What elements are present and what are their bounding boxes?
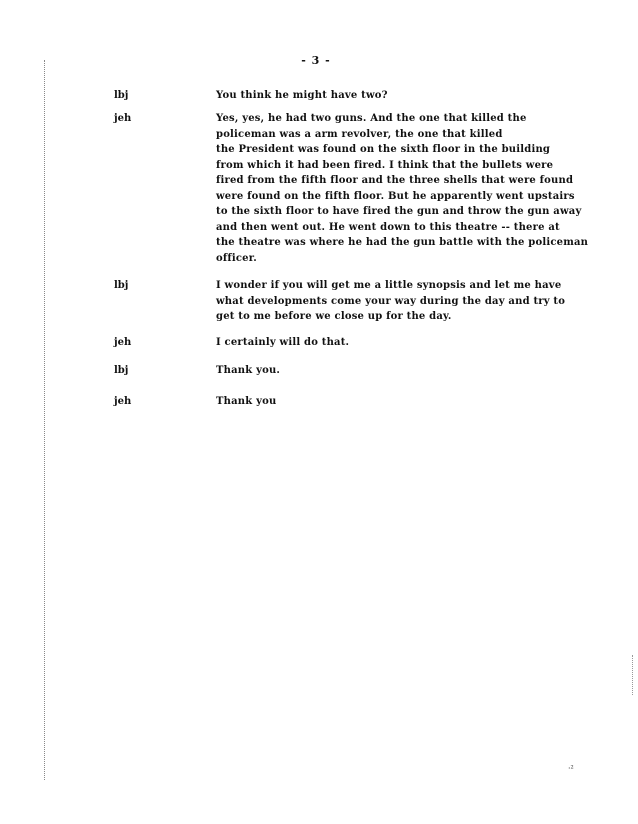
dialogue-line: fired from the fifth floor and the three shells that were found [216,175,574,186]
speaker-label: lbj [114,90,129,101]
dialogue-line: were found on the fifth floor. But he apparently went upstairs [216,190,575,202]
right-margin-dots [632,655,633,695]
dialogue-line: what developments come your way during the day and try to [216,295,566,307]
speaker-label: jeh [114,337,132,348]
dialogue-line: Yes, yes, he had two guns. And the one that killed the [216,113,527,124]
dialogue-line: policeman was a arm revolver, the one that killed [216,128,503,140]
left-margin-dots [44,60,45,780]
dialogue-line: the theatre was where he had the gun battle with the policeman [216,237,589,248]
dialogue-line: Thank you [216,396,277,407]
dialogue-line: I certainly will do that. [216,337,350,348]
speaker-label: lbj [114,365,129,376]
dialogue-line: You think he might have two? [216,90,388,101]
dialogue-line: get to me before we close up for the day. [216,311,452,322]
speaker-label: jeh [114,396,132,407]
footer-mark: ·² [568,764,574,773]
dialogue-line: to the sixth floor to have fired the gun and throw the gun away [216,206,582,217]
speaker-label: lbj [114,280,129,291]
dialogue-line: Thank you. [216,365,281,376]
dialogue-line: and then went out. He went down to this theatre -- there at [216,221,560,233]
dialogue-line: officer. [216,252,257,264]
dialogue-line: the President was found on the sixth floor in the building [216,144,551,155]
dialogue-line: I wonder if you will get me a little synopsis and let me have [216,280,562,291]
page-number: - 3 - [301,54,331,67]
dialogue-line: from which it had been fired. I think that the bullets were [216,159,554,171]
speaker-label: jeh [114,113,132,124]
